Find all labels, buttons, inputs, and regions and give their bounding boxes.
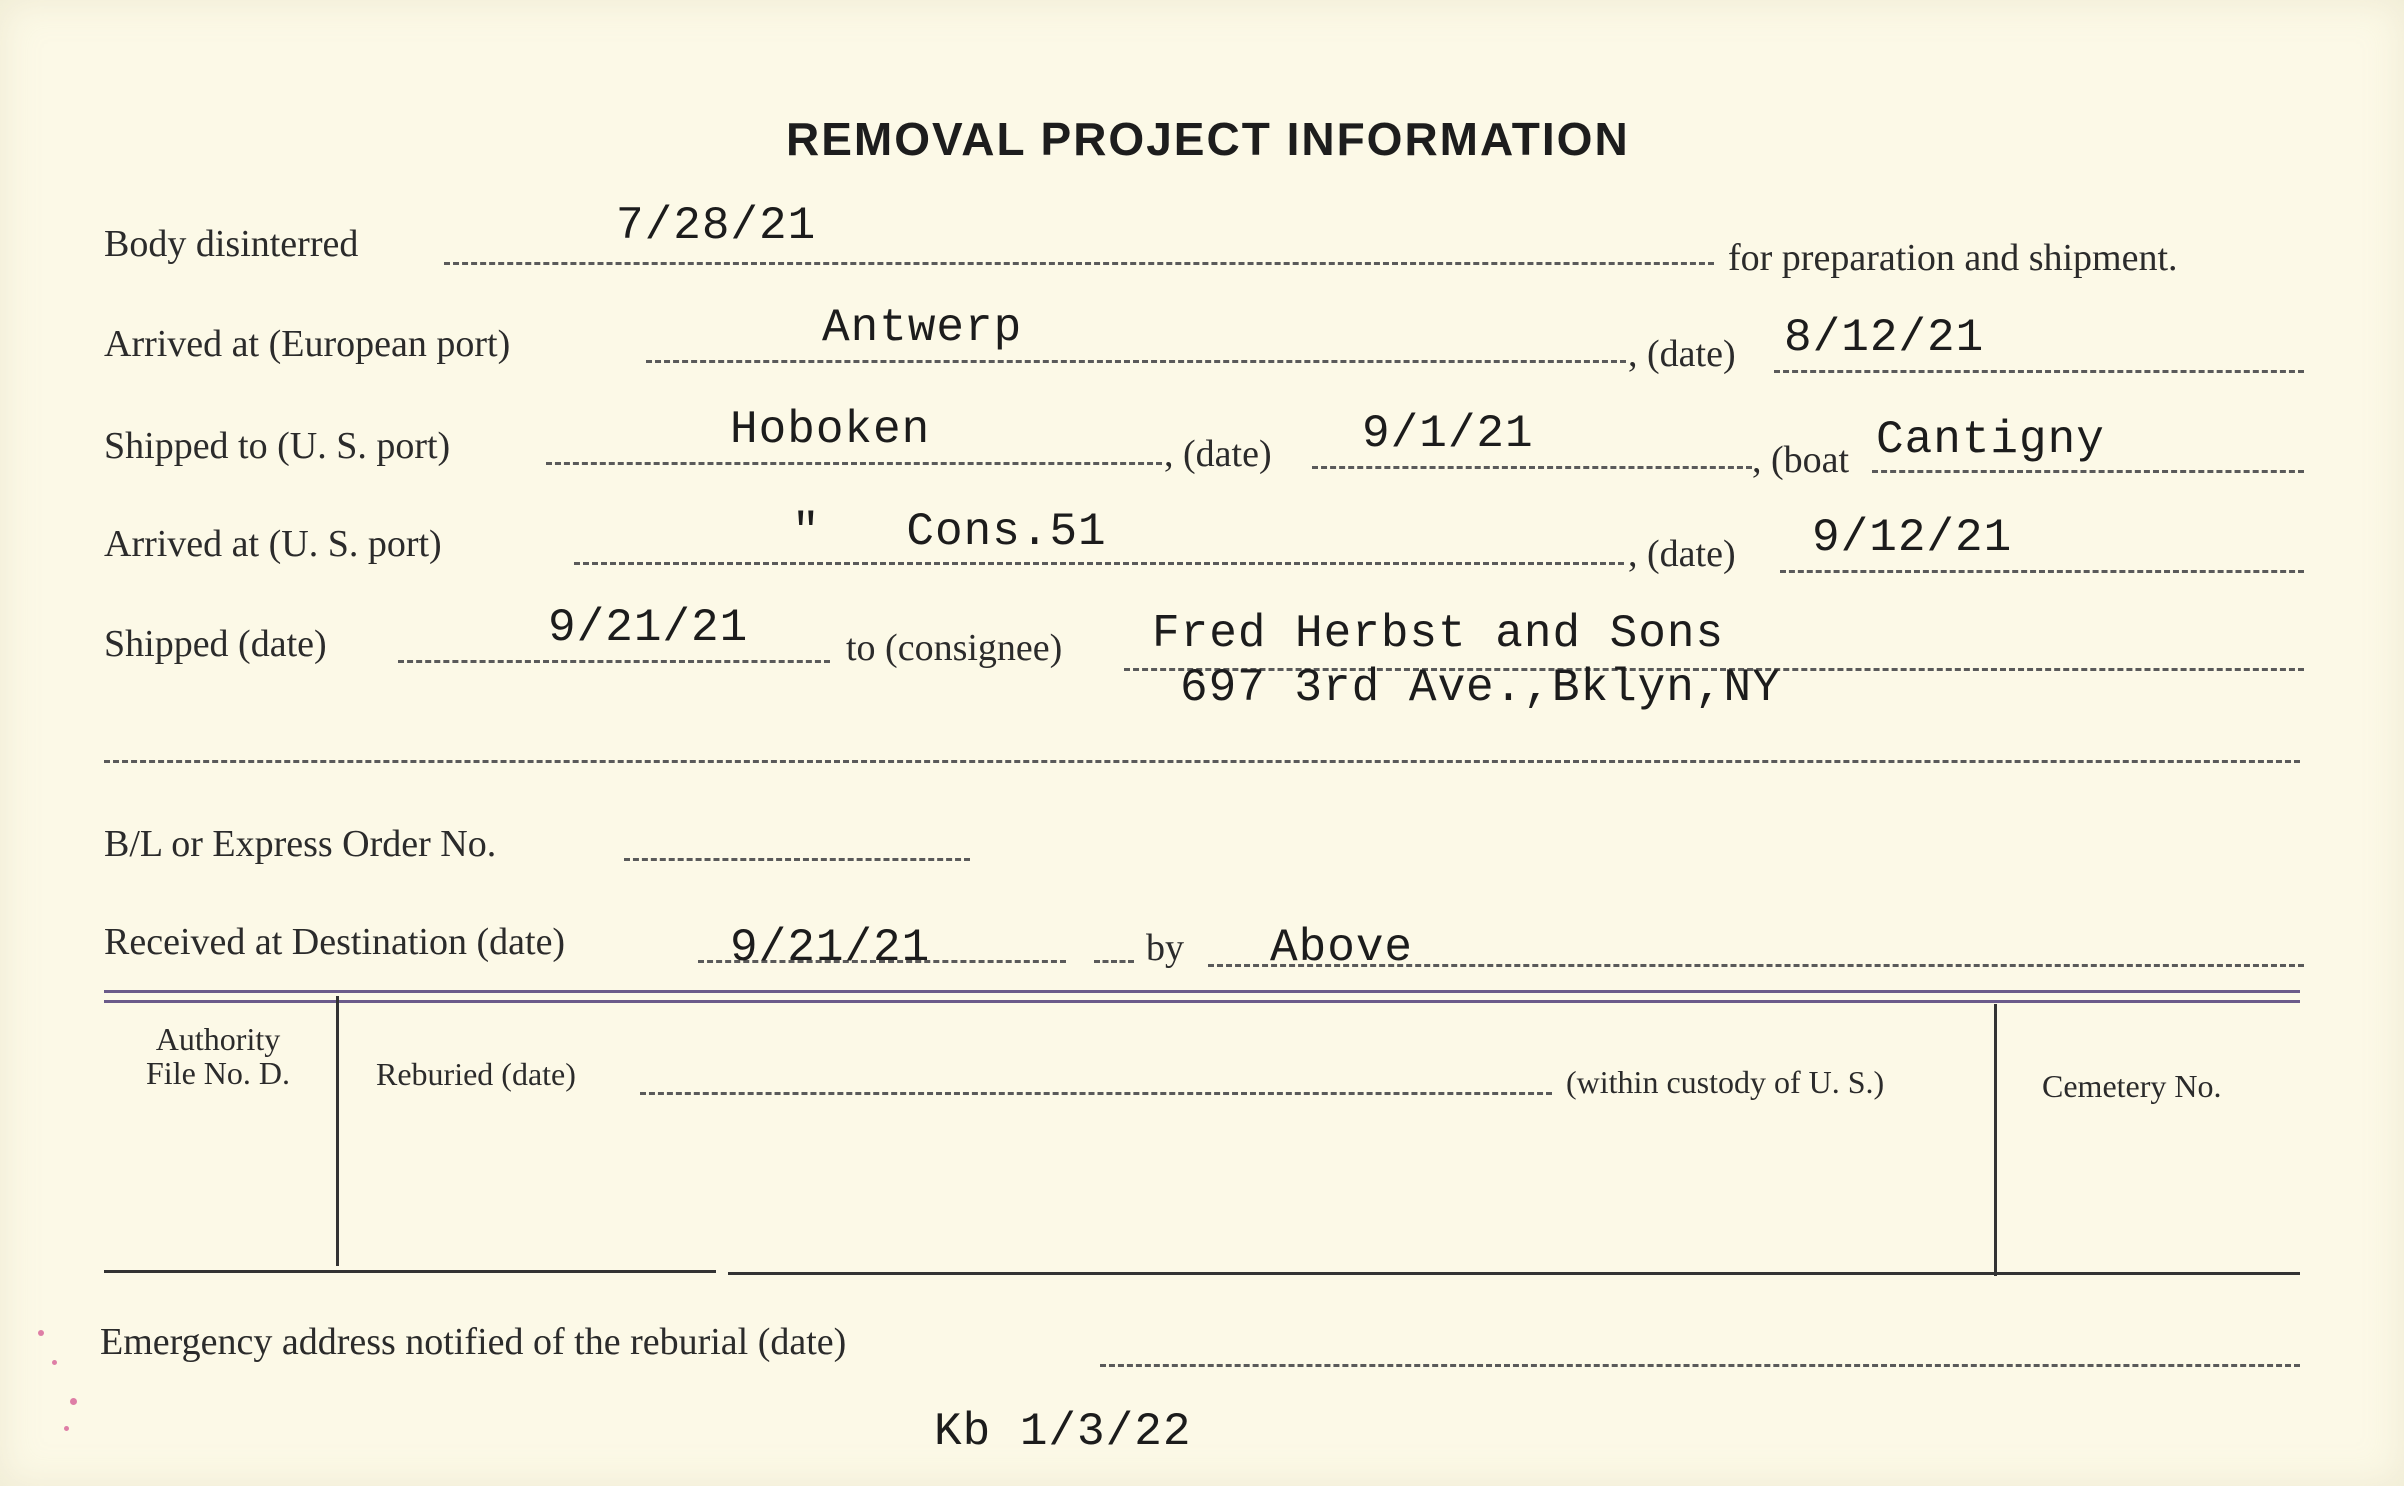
arrived-us-port: " Cons.51 xyxy=(792,506,1107,558)
arrived-us-date-line xyxy=(1780,570,2304,573)
shipped-us-date-line xyxy=(1312,466,1752,469)
arrived-european-date-line xyxy=(1774,370,2304,373)
shipped-us-port: Hoboken xyxy=(730,404,931,456)
shipped-us-line xyxy=(546,462,1162,465)
emergency-line xyxy=(1100,1364,2300,1367)
table-divider-left xyxy=(336,996,339,1266)
reburied-label: Reburied (date) xyxy=(376,1056,576,1092)
authority-file-label: Authority File No. D. xyxy=(146,1021,290,1091)
ink-speck xyxy=(70,1398,77,1405)
ink-speck xyxy=(64,1426,69,1431)
ink-speck xyxy=(52,1360,57,1365)
received-by-value: Above xyxy=(1270,922,1414,974)
emergency-label: Emergency address notified of the reburial (date) xyxy=(100,1321,847,1363)
shipped-date-label: Shipped (date) xyxy=(104,623,327,665)
arrived-european-port: Antwerp xyxy=(822,302,1023,354)
table-bottom-rule-right xyxy=(728,1272,2300,1275)
bl-order-label: B/L or Express Order No. xyxy=(104,823,497,865)
arrived-european-line xyxy=(646,360,1626,363)
body-disinterred-label: Body disinterred xyxy=(104,223,359,265)
cemetery-no-label: Cemetery No. xyxy=(2042,1068,2222,1104)
received-by-label: by xyxy=(1146,927,1184,969)
body-disinterred-value: 7/28/21 xyxy=(616,200,817,252)
shipped-us-date-label: , (date) xyxy=(1164,433,1272,475)
shipped-us-boat: Cantigny xyxy=(1876,414,2105,466)
arrived-european-label: Arrived at (European port) xyxy=(104,323,511,365)
blank-address-line xyxy=(104,760,2300,763)
table-top-rule-2 xyxy=(104,1000,2300,1003)
shipped-date-line xyxy=(398,660,830,663)
received-label: Received at Destination (date) xyxy=(104,921,566,963)
body-disinterred-line xyxy=(444,262,1714,265)
shipped-us-boat-line xyxy=(1872,470,2304,473)
arrived-us-date-label: , (date) xyxy=(1628,533,1736,575)
body-disinterred-suffix: for preparation and shipment. xyxy=(1728,237,2178,279)
shipped-us-label: Shipped to (U. S. port) xyxy=(104,425,451,467)
arrived-us-date: 9/12/21 xyxy=(1812,512,2013,564)
custody-label: (within custody of U. S.) xyxy=(1566,1064,1885,1100)
table-divider-right xyxy=(1994,1004,1997,1276)
arrived-us-label: Arrived at (U. S. port) xyxy=(104,523,442,565)
consignee-address: 697 3rd Ave.,Bklyn,NY xyxy=(1180,662,1781,714)
ink-speck xyxy=(38,1330,44,1336)
received-date: 9/21/21 xyxy=(730,922,931,974)
card-title: REMOVAL PROJECT INFORMATION xyxy=(786,113,1630,165)
arrived-european-date: 8/12/21 xyxy=(1784,312,1985,364)
footer-note: Kb 1/3/22 xyxy=(934,1406,1192,1458)
table-bottom-rule-left xyxy=(104,1270,716,1273)
shipped-us-boat-label: , (boat xyxy=(1752,439,1850,481)
shipped-date-value: 9/21/21 xyxy=(548,602,749,654)
consignee-label: to (consignee) xyxy=(846,627,1063,669)
table-top-rule xyxy=(104,990,2300,993)
arrived-us-line xyxy=(574,562,1624,565)
bl-order-line xyxy=(624,858,970,861)
received-gap-line xyxy=(1094,960,1134,963)
arrived-european-date-label: , (date) xyxy=(1628,333,1736,375)
consignee-name: Fred Herbst and Sons xyxy=(1152,608,1725,660)
shipped-us-date: 9/1/21 xyxy=(1362,408,1534,460)
reburied-line xyxy=(640,1092,1552,1095)
